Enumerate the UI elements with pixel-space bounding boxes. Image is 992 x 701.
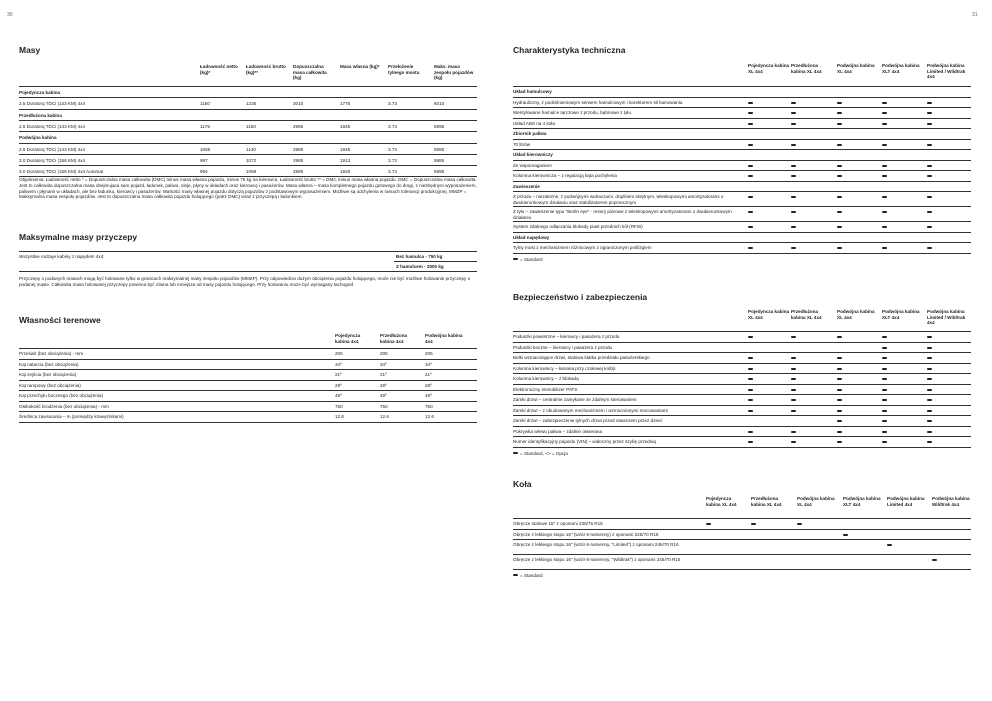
masy-column-header: Maks. masa zespołu pojazdów (kg) <box>434 64 474 81</box>
cell-value: 3010 <box>293 101 304 107</box>
kola-column-header: Podwójna kabina XL 4x4 <box>797 496 835 507</box>
cell-value: 1926 <box>340 169 351 175</box>
standard-mark-icon <box>837 368 842 370</box>
cell-value: 3.73 <box>388 146 397 152</box>
tech-table-end <box>513 253 971 254</box>
cell-value: 205 <box>335 351 343 356</box>
terenowe-title: Własności terenowe <box>19 315 101 325</box>
standard-mark-icon <box>837 211 842 213</box>
standard-mark-icon <box>748 389 753 391</box>
przyczepy-label: Wszystkie rodzaje kabiny z napędem 4x4: <box>19 254 105 259</box>
standard-mark-icon <box>748 102 753 104</box>
row-label: Kolumna kierownicy – łamana przy czołowej kolizji <box>513 365 616 371</box>
standard-mark-icon <box>837 420 842 422</box>
row-label: Kąt przechyłu bocznego (bez obciążenia) <box>19 393 104 398</box>
cell-value: 49º <box>335 393 342 398</box>
standard-mark-icon <box>882 399 887 401</box>
tech-column-header: Przedłużona kabina XL 4x4 <box>791 63 822 74</box>
cell-value: 5995 <box>434 123 445 129</box>
row-label: Elektroniczny immobilizer PATS <box>513 386 578 392</box>
standard-mark-icon <box>837 102 842 104</box>
cell-value: 5985 <box>434 146 445 152</box>
cell-value: 1065 <box>200 146 211 152</box>
row-label: Układ ABS na 4 koła <box>513 120 555 126</box>
row-label: Poduszki boczne – kierowcy i pasażera z przodu <box>513 344 613 350</box>
row-label: Obręcze z lekkiego stopu 16" (wzór 6-ramienny, "Limited") z oponami 245/70 R16 <box>513 542 679 547</box>
standard-mark-icon <box>748 357 753 359</box>
masy-column-header: Ładowność brutto (kg)** <box>246 64 286 75</box>
standard-mark-icon <box>927 389 932 391</box>
standard-mark-icon <box>927 102 932 104</box>
standard-mark-icon <box>837 399 842 401</box>
standard-mark-icon <box>791 410 796 412</box>
standard-mark-icon <box>837 165 842 167</box>
standard-mark-icon <box>927 378 932 380</box>
standard-mark-icon <box>927 226 932 228</box>
standard-mark-icon <box>927 431 932 433</box>
standard-mark-icon <box>882 226 887 228</box>
kola-table-row <box>513 539 971 555</box>
kola-column-header: Podwójna kabina Wildtrak 4x4 <box>932 496 970 507</box>
standard-mark-icon <box>837 336 842 338</box>
row-label: Kolumna kierownicy – z blokadą <box>513 376 579 381</box>
bezp-table-end <box>513 447 971 448</box>
standard-mark-icon <box>882 347 887 349</box>
standard-mark-icon <box>927 247 932 249</box>
standard-mark-icon <box>791 357 796 359</box>
row-label: Prześwit (bez obciążenia) - mm <box>19 351 84 356</box>
cell-value: 1069 <box>246 169 257 175</box>
standard-mark-icon <box>513 258 518 260</box>
standard-mark-icon <box>932 559 937 561</box>
cell-value: 750 <box>335 403 343 409</box>
row-label: Zawieszenie <box>513 183 540 189</box>
cell-value: 2995 <box>293 169 304 175</box>
standard-mark-icon <box>791 102 796 104</box>
standard-mark-icon <box>882 211 887 213</box>
kola-column-header: Podwójna kabina XLT 4x4 <box>843 496 881 507</box>
row-label: Tylny most z mechanizmem różnicowym z ograniczonym poślizgiem <box>513 245 652 250</box>
terenowe-column-header: Podwójna kabina 4x4 <box>425 333 463 344</box>
tech-table-row <box>513 191 971 207</box>
standard-mark-icon <box>882 441 887 443</box>
standard-mark-icon <box>927 112 932 114</box>
page-number-left: 30 <box>7 12 13 18</box>
cell-value: 28º <box>335 382 342 388</box>
standard-mark-icon <box>748 123 753 125</box>
standard-mark-icon <box>748 336 753 338</box>
standard-mark-icon <box>837 144 842 146</box>
kola-table-row <box>513 554 971 570</box>
standard-mark-icon <box>927 211 932 213</box>
standard-mark-icon <box>837 112 842 114</box>
przyczepy-note: Przyczepy o podanych masach mogą być holowane tylko w granicach maksymalnej masy zespołu pojazdów (MMZP). Przy odpowiednio dużym obciążeniu pojazdu holującego, może nie być możliwe holowanie przyczepy o podanej masie. Całkowita masa holowanej przyczepy powinna być równa lub mniejsza od masy pojazdu holującego. Przy holowaniu może być wymagany tachograf. <box>19 276 471 287</box>
legend-text: = Standard <box>520 256 543 262</box>
standard-mark-icon <box>882 144 887 146</box>
standard-mark-icon <box>927 410 932 412</box>
cell-value: 2985 <box>293 146 304 152</box>
standard-mark-icon <box>837 389 842 391</box>
standard-mark-icon <box>882 165 887 167</box>
cell-value: 750 <box>380 403 388 409</box>
przyczepy-value-no-brake: Bez hamulca - 750 kg <box>396 254 443 259</box>
row-label: Obręcze stalowe 15" z oponami 235/75 R15 <box>513 521 603 526</box>
cell-value: 1072 <box>246 157 257 163</box>
row-label: Podwójna kabina <box>19 135 57 141</box>
cell-value: 1913 <box>340 157 351 163</box>
bezp-title: Bezpieczeństwo i zabezpieczenia <box>513 292 648 302</box>
bezp-column-header: Przedłużona kabina XL 4x4 <box>791 309 822 320</box>
standard-mark-icon <box>797 523 802 525</box>
przyczepy-table-end <box>19 271 477 272</box>
row-label: Kąt natarcia (bez obciążenia) <box>19 361 79 367</box>
row-label: 70 litrów <box>513 141 531 147</box>
tech-legend <box>513 257 543 263</box>
standard-mark-icon <box>882 410 887 412</box>
cell-value: 1235 <box>246 101 257 107</box>
standard-mark-icon <box>748 378 753 380</box>
row-label: Z tyłu – zawieszenie typu "Berlin eye" - resory piórowe z teleskopowymi amortyzatorami o dwukierunkowym działaniu <box>513 209 732 220</box>
cell-value: 1845 <box>340 123 351 129</box>
standard-mark-icon <box>751 523 756 525</box>
standard-mark-icon <box>791 431 796 433</box>
cell-value: 2985 <box>293 157 304 163</box>
row-label: Z przodu – niezależne, z podwójnymi wahaczami, drążkiem skrętnym, teleskopowymi amortyzatorami o dwukierunkowym działaniu oraz stabilizatorem poprzecznym <box>513 194 724 205</box>
terenowe-column-header: Pojedyncza kabina 4x4 <box>335 333 361 344</box>
row-label: Kąt zejścia (bez obciążenia) <box>19 372 77 377</box>
standard-mark-icon <box>927 123 932 125</box>
row-label: Zamki drzwi – z obudowanym mechanizmem i wzmocnionymi mocowaniami <box>513 407 668 413</box>
standard-mark-icon <box>513 574 518 576</box>
cell-value: 997 <box>200 157 208 163</box>
cell-value: 205 <box>380 351 388 356</box>
tech-column-header: Podwójna kabina XL 4x4 <box>837 63 875 74</box>
standard-mark-icon <box>882 431 887 433</box>
standard-mark-icon <box>748 196 753 198</box>
kola-column-header: Podwójna kabina Limited 4x4 <box>887 496 925 507</box>
standard-mark-icon <box>791 196 796 198</box>
standard-mark-icon <box>748 399 753 401</box>
row-label: Obręcze z lekkiego stopu 16" (wzór 6-ramienny) z oponami 245/70 R16 <box>513 531 659 537</box>
standard-mark-icon <box>748 226 753 228</box>
row-label: Pojedyncza kabina <box>19 90 61 95</box>
cell-value: 21º <box>380 372 387 377</box>
cell-value: 12.6 <box>380 414 389 419</box>
cell-value: 1175 <box>200 123 210 129</box>
kola-column-header: Przedłużona kabina XL 4x4 <box>751 496 782 507</box>
row-label: Wentylowane hamulce tarczowe z przodu, bębnowe z tyłu. <box>513 110 633 115</box>
masy-column-header: Dopuszczalna masa całkowita (kg) <box>293 64 327 81</box>
cell-value: 1150 <box>246 123 256 129</box>
cell-value: 2995 <box>293 123 304 129</box>
bezp-legend <box>513 451 568 457</box>
standard-mark-icon <box>791 247 796 249</box>
row-label: Numer identyfikacyjny pojazdu (VIN) – widoczny przez szybę przednią <box>513 439 656 444</box>
row-label: Obręcze z lekkiego stopu 16" (wzór 6-ramienny, "Wildtrak") z oponami 245/70 R16 <box>513 557 681 562</box>
cell-value: 5995 <box>434 169 445 175</box>
standard-mark-icon <box>791 123 796 125</box>
tech-column-header: Podwójna kabina Limited / Wildtrak 4x4 <box>927 63 966 80</box>
standard-mark-icon <box>791 211 796 213</box>
row-label: System zdalnego odłączania blokady piast przednich kół (RFW) <box>513 224 643 229</box>
row-label: Poduszki powietrzne – kierowcy i pasażera z przodu <box>513 334 620 339</box>
standard-mark-icon <box>927 357 932 359</box>
standard-mark-icon <box>882 389 887 391</box>
row-label: Zbiornik paliwa <box>513 131 547 136</box>
kola-legend <box>513 573 543 579</box>
standard-mark-icon <box>748 175 753 177</box>
row-label: 2.5 Duratorq TDCi (143 KM) 4x4 <box>19 146 86 152</box>
bezp-column-header: Pojedyncza kabina XL 4x4 <box>748 309 790 320</box>
standard-mark-icon <box>837 247 842 249</box>
cell-value: 49º <box>380 393 387 398</box>
cell-value: 994 <box>200 169 208 175</box>
standard-mark-icon <box>927 420 932 422</box>
standard-mark-icon <box>882 102 887 104</box>
standard-mark-icon <box>748 165 753 167</box>
standard-mark-icon <box>887 544 892 546</box>
cell-value: 3.73 <box>388 101 397 107</box>
kola-title: Koła <box>513 479 532 489</box>
row-label: Przedłużona kabina <box>19 112 62 118</box>
tech-column-header: Podwójna kabina XLT 4x4 <box>882 63 920 74</box>
standard-mark-icon <box>791 378 796 380</box>
row-label: Zamki drzwi – zabezpieczenie tylnych drzwi przed otwarciem przez dzieci <box>513 418 663 423</box>
row-label: Belki wzmacniające drzwi, stalowa klatka przedziału pasażerskiego <box>513 355 650 360</box>
standard-mark-icon <box>927 347 932 349</box>
page-number-right: 31 <box>972 12 978 18</box>
standard-mark-icon <box>791 175 796 177</box>
przyczepy-value-brake: Z hamulcem - 3000 kg <box>396 264 444 269</box>
cell-value: 1775 <box>340 101 351 107</box>
bezp-column-header: Podwójna kabina Limited / Wildtrak 4x4 <box>927 309 966 326</box>
cell-value: 12.6 <box>425 414 434 419</box>
cell-value: 34º <box>335 361 342 367</box>
cell-value: 750 <box>425 403 433 409</box>
standard-mark-icon <box>882 357 887 359</box>
standard-mark-icon <box>927 175 932 177</box>
legend-text: = Standard, <> = Opcja <box>520 450 568 456</box>
legend-text: = Standard <box>520 573 543 578</box>
masy-column-header: Przełożenie tylnego mostu <box>388 64 420 75</box>
row-label: Pokrywka wlewu paliwa – zdalnie otwierana <box>513 428 603 434</box>
cell-value: 3.73 <box>388 157 397 163</box>
standard-mark-icon <box>837 357 842 359</box>
cell-value: 3.73 <box>388 169 397 175</box>
terenowe-table-end <box>19 422 477 423</box>
row-label: Zamki drzwi – centralnie zamykane ze zdalnym sterowaniem <box>513 397 637 402</box>
cell-value: 28º <box>380 382 387 388</box>
standard-mark-icon <box>837 441 842 443</box>
cell-value: 5985 <box>434 157 445 163</box>
standard-mark-icon <box>927 144 932 146</box>
standard-mark-icon <box>837 226 842 228</box>
standard-mark-icon <box>706 523 711 525</box>
terenowe-column-header: Przedłużona kabina 4x4 <box>380 333 408 344</box>
standard-mark-icon <box>882 368 887 370</box>
tech-title: Charakterystyka techniczna <box>513 45 626 55</box>
row-label: Kąt rampowy (bez obciążenia) <box>19 382 81 388</box>
row-label: Kolumna kierownicza – z regulacją kąta pochylenia <box>513 173 617 178</box>
standard-mark-icon <box>882 175 887 177</box>
row-label: Układ kierowniczy <box>513 152 553 157</box>
przyczepy-title: Maksymalne masy przyczepy <box>19 232 138 242</box>
row-label: 3.0 Duratorq TDCi (156 KM) 4x4 <box>19 157 86 163</box>
standard-mark-icon <box>791 399 796 401</box>
standard-mark-icon <box>927 368 932 370</box>
standard-mark-icon <box>882 247 887 249</box>
standard-mark-icon <box>748 368 753 370</box>
cell-value: 21º <box>425 372 432 377</box>
standard-mark-icon <box>927 441 932 443</box>
masy-title: Masy <box>19 45 41 55</box>
cell-value: 1160 <box>200 101 210 107</box>
standard-mark-icon <box>837 175 842 177</box>
standard-mark-icon <box>837 410 842 412</box>
standard-mark-icon <box>791 165 796 167</box>
standard-mark-icon <box>927 336 932 338</box>
standard-mark-icon <box>791 389 796 391</box>
standard-mark-icon <box>748 247 753 249</box>
standard-mark-icon <box>748 410 753 412</box>
row-label: 3.0 Duratorq TDCi (156 KM) 4x4 Automat <box>19 169 104 175</box>
row-label: Ze wspomaganiem <box>513 162 552 168</box>
standard-mark-icon <box>837 431 842 433</box>
row-label: 2.5 Duratorq TDCi (143 KM) 4x4 <box>19 123 86 129</box>
cell-value: 34º <box>425 361 432 367</box>
standard-mark-icon <box>513 452 518 454</box>
standard-mark-icon <box>843 534 848 536</box>
cell-value: 49º <box>425 393 432 398</box>
standard-mark-icon <box>791 112 796 114</box>
masy-explanation: Objaśnienia: Ładowność netto * = Dopuszczalna masa całkowita (DMC) minus masa własna pojazdu, minus 75 kg na kierowcę. Ładowność brutto ** = DMC minus masa własna pojazdu. DMC = Dopuszczalna masa całkowita. Jest to całkowita dopuszczalna masa obejmująca sam pojazd, ładunek, paliwo, oleje, płyny w układach oraz kierowcę i pasażerów. Masa własna – masa kompletnego pojazdu gotowego do drogi, z niezbędnym wyposażeniem, paliwem i płynami w układach, ale bez ładunku, kierowcy i pasażerów. Wartości masy własnej pojazdu dotyczą pojazdów z podstawowym wyposażeniem. Możliwe są odchylenia w ramach tolerancji produkcyjnej. MMZP = Maksymalna masa zespołu pojazdów. Jest to dopuszczalna masa całkowita pojazdu holującego (patrz DMC) wraz z przyczepą i ładunkiem. <box>19 177 477 200</box>
tech-table-row <box>513 206 971 222</box>
standard-mark-icon <box>882 420 887 422</box>
masy-column-header: Ładowność netto (kg)* <box>200 64 238 75</box>
row-label: Średnica zawracania – m (pomiędzy krawężnikami) <box>19 414 124 419</box>
standard-mark-icon <box>791 226 796 228</box>
standard-mark-icon <box>748 112 753 114</box>
row-label: Układ napędowy <box>513 234 550 240</box>
row-label: 2.5 Duratorq TDCi (143 KM) 4x4 <box>19 101 86 107</box>
standard-mark-icon <box>882 112 887 114</box>
standard-mark-icon <box>837 378 842 380</box>
cell-value: 205 <box>425 351 433 356</box>
standard-mark-icon <box>882 196 887 198</box>
standard-mark-icon <box>882 123 887 125</box>
standard-mark-icon <box>882 378 887 380</box>
standard-mark-icon <box>748 144 753 146</box>
row-label: Głebokość brodzenia (bez obciążenia) - mm <box>19 403 109 409</box>
standard-mark-icon <box>927 399 932 401</box>
standard-mark-icon <box>882 336 887 338</box>
standard-mark-icon <box>791 144 796 146</box>
standard-mark-icon <box>791 336 796 338</box>
bezp-column-header: Podwójna kabina XLT 4x4 <box>882 309 920 320</box>
standard-mark-icon <box>791 368 796 370</box>
standard-mark-icon <box>791 441 796 443</box>
standard-mark-icon <box>748 431 753 433</box>
cell-value: 21º <box>335 372 342 377</box>
standard-mark-icon <box>748 441 753 443</box>
cell-value: 12.6 <box>335 414 344 419</box>
cell-value: 6010 <box>434 101 445 107</box>
standard-mark-icon <box>748 211 753 213</box>
cell-value: 28º <box>425 382 432 388</box>
standard-mark-icon <box>837 196 842 198</box>
standard-mark-icon <box>927 165 932 167</box>
kola-column-header: Pojedyncza kabina XL 4x4 <box>706 496 737 507</box>
cell-value: 1845 <box>340 146 351 152</box>
cell-value: 1140 <box>246 146 256 152</box>
row-label: Układ hamulcowy <box>513 89 552 94</box>
cell-value: 34º <box>380 361 387 367</box>
kola-table-end <box>513 569 971 570</box>
tech-column-header: Pojedyncza kabina XL 4x4 <box>748 63 790 74</box>
cell-value: 3.73 <box>388 123 397 129</box>
masy-column-header: Masa własna (kg)* <box>340 64 380 69</box>
standard-mark-icon <box>837 123 842 125</box>
bezp-column-header: Podwójna kabina XL 4x4 <box>837 309 875 320</box>
standard-mark-icon <box>927 196 932 198</box>
row-label: Hydrauliczny, z podciśnieniowym serwem hamulcowym i korektorem sił hamowania <box>513 99 683 105</box>
